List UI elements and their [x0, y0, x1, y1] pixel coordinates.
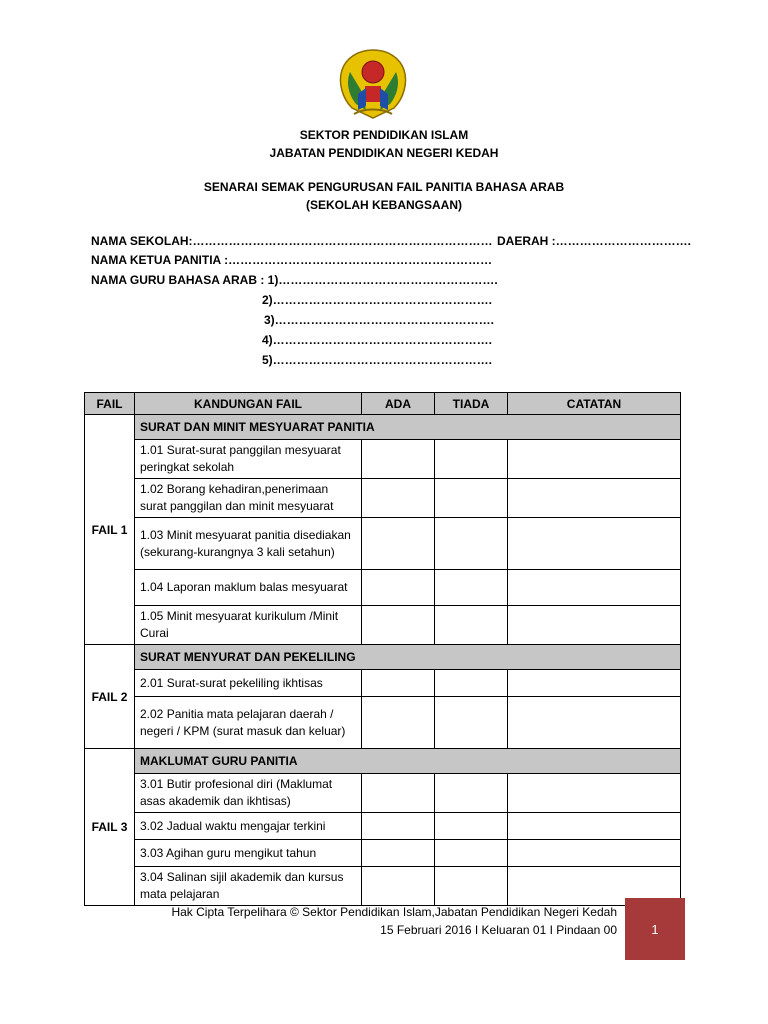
item-number: 1.02	[140, 482, 164, 496]
tiada-cell[interactable]	[435, 697, 508, 749]
section-row	[85, 645, 681, 670]
notes-cell[interactable]	[508, 774, 681, 813]
page-number: 1	[625, 898, 685, 960]
col-header-content: KANDUNGAN FAIL	[135, 393, 362, 415]
tiada-cell[interactable]	[435, 867, 508, 906]
col-header-fail: FAIL	[85, 393, 135, 415]
item-number: 1.01	[140, 443, 164, 457]
item-number: 1.05	[140, 609, 164, 623]
item-number: 3.04	[140, 870, 164, 884]
document-title: SENARAI SEMAK PENGURUSAN FAIL PANITIA BAHASA ARAB	[203, 180, 565, 194]
school-name-field: NAMA SEKOLAH:…………………………………………………………………	[91, 234, 493, 248]
tiada-cell[interactable]	[435, 570, 508, 606]
item-number: 2.01	[140, 675, 164, 690]
item-cell	[135, 867, 362, 906]
item-text: Agihan guru mengikut tahun	[166, 845, 317, 860]
ada-cell[interactable]	[362, 518, 435, 570]
tiada-cell[interactable]	[435, 479, 508, 518]
crest-logo	[336, 48, 410, 120]
tiada-cell[interactable]	[435, 518, 508, 570]
item-cell	[135, 813, 362, 840]
table-row	[85, 570, 681, 606]
teacher-field-1: NAMA GURU BAHASA ARAB : 1)……………………………………………….	[91, 273, 498, 287]
notes-cell[interactable]	[508, 570, 681, 606]
item-number: 1.03	[140, 527, 164, 542]
notes-cell[interactable]	[508, 440, 681, 479]
item-number: 1.04	[140, 580, 164, 594]
item-text: Panitia mata pelajaran daerah / negeri / KPM (surat masuk dan keluar)	[140, 706, 346, 738]
item-cell	[135, 840, 362, 867]
ada-cell[interactable]	[362, 774, 435, 813]
item-text: Minit mesyuarat kurikulum /Minit Curai	[140, 609, 339, 640]
ada-cell[interactable]	[362, 813, 435, 840]
tiada-cell[interactable]	[435, 813, 508, 840]
item-number: 3.03	[140, 845, 164, 860]
item-cell	[135, 606, 362, 645]
section-row	[85, 415, 681, 440]
table-row	[85, 518, 681, 570]
footer-copyright: Hak Cipta Terpelihara © Sektor Pendidikan Islam,Jabatan Pendidikan Negeri Kedah	[171, 905, 617, 919]
section-title: MAKLUMAT GURU PANITIA	[135, 749, 681, 774]
item-number: 2.02	[140, 706, 164, 721]
notes-cell[interactable]	[508, 670, 681, 697]
teacher-field-3: 3)……………………………………………….	[264, 313, 495, 327]
tiada-cell[interactable]	[435, 670, 508, 697]
teacher-field-2: 2)……………………………………………….	[262, 293, 493, 307]
item-cell	[135, 697, 362, 749]
tiada-cell[interactable]	[435, 840, 508, 867]
table-row	[85, 840, 681, 867]
notes-cell[interactable]	[508, 518, 681, 570]
ada-cell[interactable]	[362, 840, 435, 867]
item-text: Surat-surat panggilan mesyuarat peringkat sekolah	[140, 443, 341, 474]
section-title: SURAT DAN MINIT MESYUARAT PANITIA	[135, 415, 681, 440]
item-text: Surat-surat pekeliling ikhtisas	[166, 675, 323, 690]
panel-head-field: NAMA KETUA PANITIA :…………………………………………………………	[91, 253, 493, 267]
tiada-cell[interactable]	[435, 606, 508, 645]
table-row	[85, 606, 681, 645]
checklist-table	[84, 392, 681, 906]
notes-cell[interactable]	[508, 606, 681, 645]
notes-cell[interactable]	[508, 813, 681, 840]
table-row	[85, 813, 681, 840]
header-department: JABATAN PENDIDIKAN NEGERI KEDAH	[269, 146, 499, 160]
table-row	[85, 670, 681, 697]
fail-label: FAIL 1	[85, 415, 135, 645]
table-row	[85, 867, 681, 906]
table-row	[85, 774, 681, 813]
ada-cell[interactable]	[362, 479, 435, 518]
col-header-ada: ADA	[362, 393, 435, 415]
item-cell	[135, 774, 362, 813]
notes-cell[interactable]	[508, 479, 681, 518]
item-cell	[135, 479, 362, 518]
item-text: Butir profesional diri (Maklumat asas akademik dan ikhtisas)	[140, 777, 333, 808]
item-cell	[135, 440, 362, 479]
item-number: 3.02	[140, 818, 164, 833]
ada-cell[interactable]	[362, 697, 435, 749]
ada-cell[interactable]	[362, 440, 435, 479]
table-row	[85, 479, 681, 518]
table-row	[85, 440, 681, 479]
district-field: DAERAH :…………………………….	[497, 234, 691, 248]
item-cell	[135, 518, 362, 570]
ada-cell[interactable]	[362, 670, 435, 697]
item-cell	[135, 670, 362, 697]
notes-cell[interactable]	[508, 840, 681, 867]
teacher-field-4: 4)……………………………………………….	[262, 333, 493, 347]
tiada-cell[interactable]	[435, 440, 508, 479]
document-subtitle: (SEKOLAH KEBANGSAAN)	[306, 198, 462, 212]
table-header-row	[85, 393, 681, 415]
item-cell	[135, 570, 362, 606]
section-row	[85, 749, 681, 774]
ada-cell[interactable]	[362, 606, 435, 645]
teacher-field-5: 5)……………………………………………….	[262, 353, 493, 367]
table-row	[85, 697, 681, 749]
ada-cell[interactable]	[362, 867, 435, 906]
ada-cell[interactable]	[362, 570, 435, 606]
notes-cell[interactable]	[508, 697, 681, 749]
tiada-cell[interactable]	[435, 774, 508, 813]
col-header-notes: CATATAN	[508, 393, 681, 415]
footer-edition: 15 Februari 2016 I Keluaran 01 I Pindaan 00	[380, 923, 617, 937]
fail-label: FAIL 2	[85, 645, 135, 749]
item-text: Jadual waktu mengajar terkini	[166, 818, 326, 833]
item-text: Minit mesyuarat panitia disediakan (sekurang-kurangnya 3 kali setahun)	[140, 527, 351, 559]
item-text: Borang kehadiran,penerimaan surat panggilan dan minit mesyuarat	[140, 482, 334, 513]
header-sector: SEKTOR PENDIDIKAN ISLAM	[299, 128, 469, 142]
col-header-tiada: TIADA	[435, 393, 508, 415]
item-number: 3.01	[140, 777, 164, 791]
item-text: Salinan sijil akademik dan kursus mata pelajaran	[140, 870, 344, 901]
item-text: Laporan maklum balas mesyuarat	[166, 580, 348, 594]
fail-label: FAIL 3	[85, 749, 135, 906]
section-title: SURAT MENYURAT DAN PEKELILING	[135, 645, 681, 670]
